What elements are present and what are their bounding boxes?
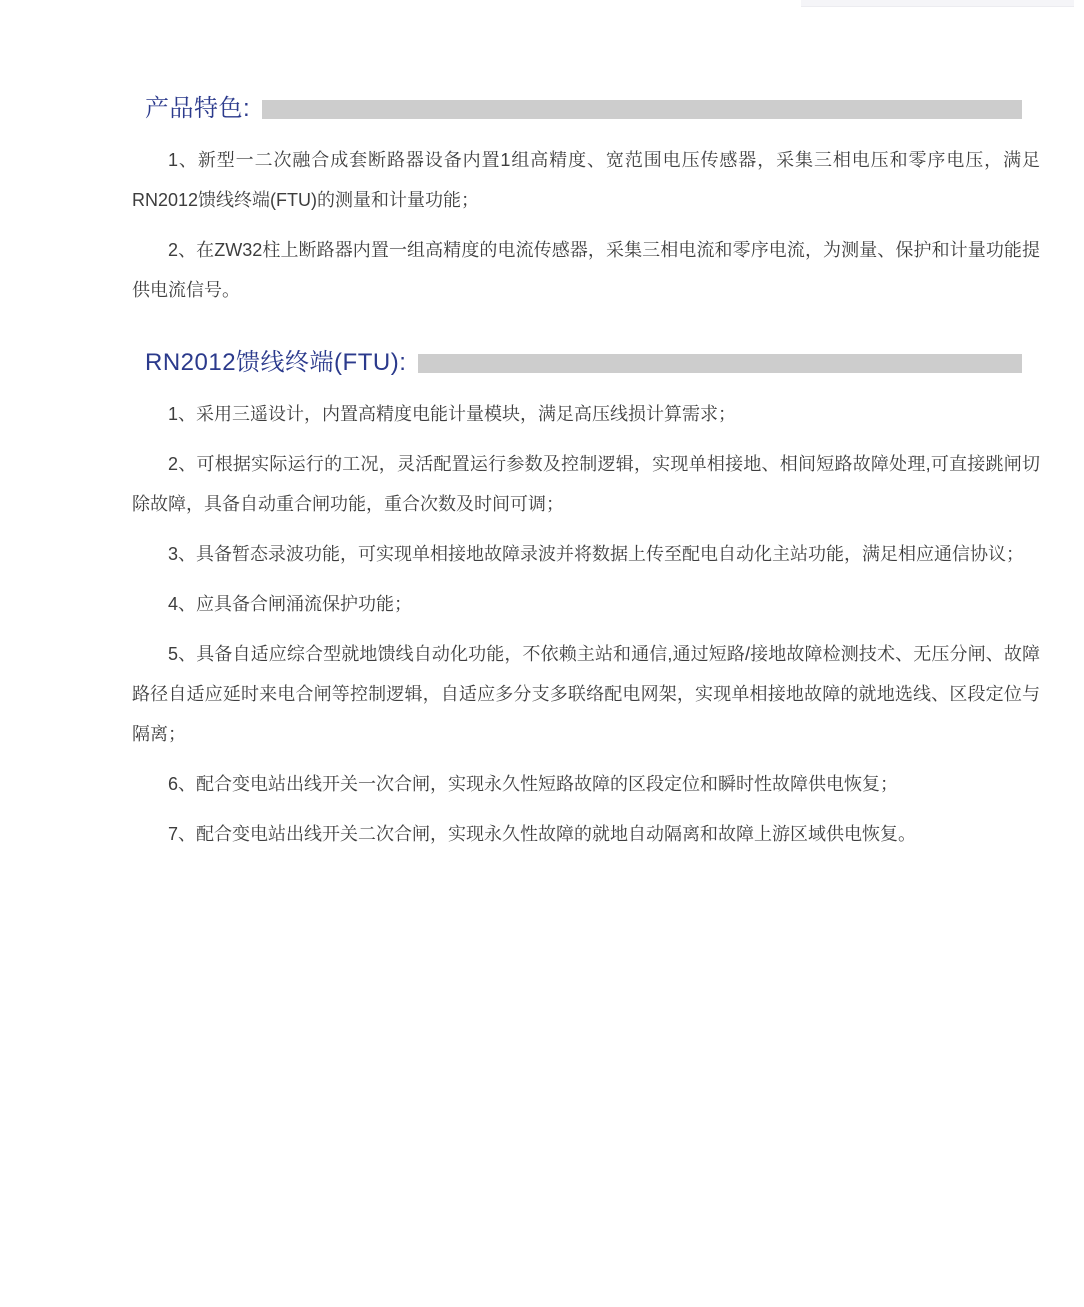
heading-decor-bar [418,354,1022,373]
paragraph: 6、配合变电站出线开关一次合闸，实现永久性短路故障的区段定位和瞬时性故障供电恢复； [168,774,899,794]
section-heading [145,94,1022,124]
section-heading [145,348,1022,378]
heading-decor-bar [262,100,1022,119]
paragraph: 4、应具备合闸涌流保护功能； [168,594,413,614]
paragraph: 2、可根据实际运行的工况，灵活配置运行参数及控制逻辑，实现单相接地、相间短路故障处理,可直接跳闸切除故障，具备自动重合闸功能，重合次数及时间可调； [132,454,1040,514]
paragraph: 3、具备暂态录波功能，可实现单相接地故障录波并将数据上传至配电自动化主站功能，满足相应通信协议； [168,544,1025,564]
paragraph: 2、在ZW32柱上断路器内置一组高精度的电流传感器，采集三相电流和零序电流，为测量、保护和计量功能提供电流信号。 [132,240,1040,300]
paragraph: 1、新型一二次融合成套断路器设备内置1组高精度、宽范围电压传感器，采集三相电压和零序电压，满足RN2012馈线终端(FTU)的测量和计量功能； [132,150,1040,210]
paragraph: 1、采用三遥设计，内置高精度电能计量模块，满足高压线损计算需求； [168,404,737,424]
paragraph: 5、具备自适应综合型就地馈线自动化功能，不依赖主站和通信,通过短路/接地故障检测技术、无压分闸、故障路径自适应延时来电合闸等控制逻辑，自适应多分支多联络配电网架，实现单相接地故障的就地选线、区段定位与隔离； [132,644,1040,744]
section-product-features [132,94,1040,320]
section-rn2012-ftu [132,348,1040,864]
section-heading-text: RN2012馈线终端(FTU): [145,349,407,376]
section-heading-text: 产品特色: [145,95,251,122]
top-decor-bar [801,0,1074,7]
paragraph: 7、配合变电站出线开关二次合闸，实现永久性故障的就地自动隔离和故障上游区域供电恢复。 [168,824,917,844]
